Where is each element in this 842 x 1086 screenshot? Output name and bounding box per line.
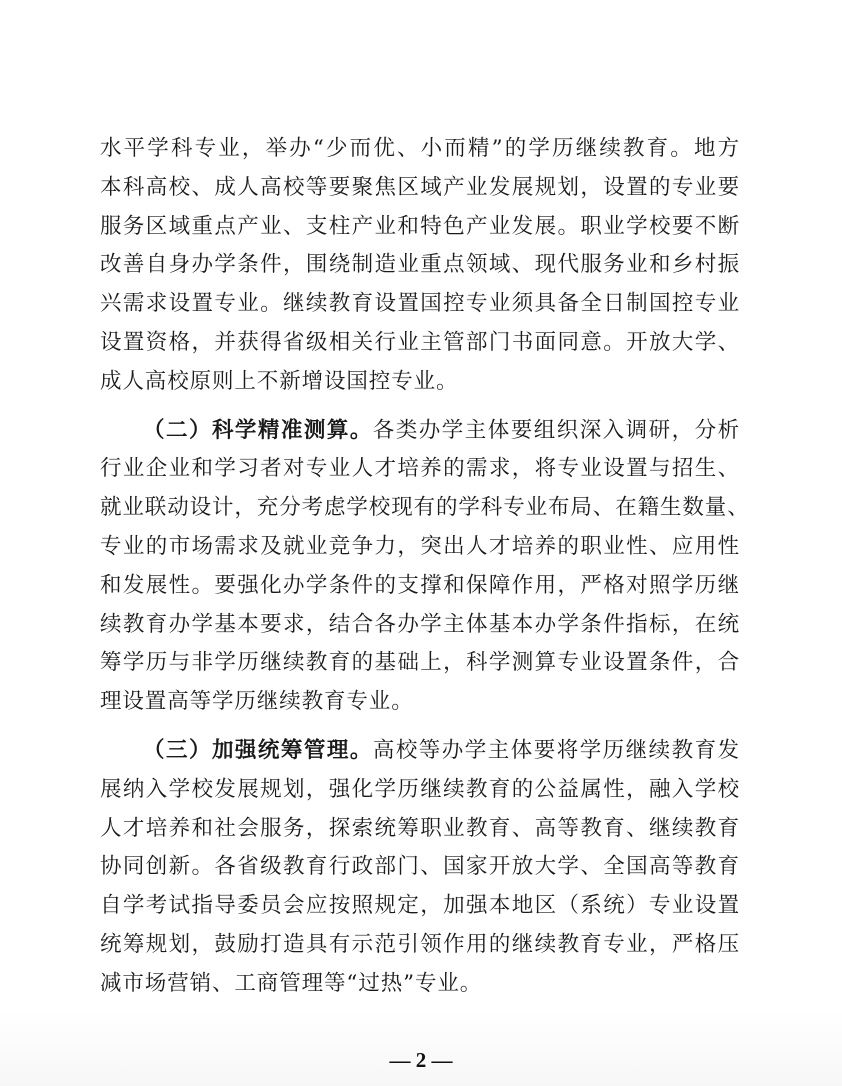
paragraph-first-line <box>100 412 740 451</box>
text-line: 统筹规划，鼓励打造具有示范引领作用的继续教育专业，严格压 <box>100 931 740 957</box>
text-line: 续教育办学基本要求，结合各办学主体基本办学条件指标，在统 <box>100 611 740 637</box>
text-line: 水平学科专业，举办“少而优、小而精”的学历继续教育。地方 <box>100 136 740 161</box>
text-line: 成人高校原则上不新增设国控专业。 <box>100 368 459 394</box>
text-line: 自学考试指导委员会应按照规定，加强本地区（系统）专业设置 <box>100 893 740 919</box>
paragraph-2 <box>100 412 750 722</box>
text-line: 协同创新。各省级教育行政部门、国家开放大学、全国高等教育 <box>100 854 740 880</box>
text-line: 筹学历与非学历继续教育的基础上，科学测算专业设置条件，合 <box>100 650 740 676</box>
paragraph-spacer <box>100 402 740 412</box>
section-heading-2: （二）科学精准测算。 <box>143 417 373 443</box>
text-line: 专业的市场需求及就业竞争力，突出人才培养的职业性、应用性 <box>100 533 740 559</box>
paragraph-1 <box>100 130 740 402</box>
text-line: 行业企业和学习者对专业人才培养的需求，将专业设置与招生、 <box>100 456 740 482</box>
paragraph-first-line <box>100 732 740 771</box>
text-line: 本科高校、成人高校等要聚焦区域产业发展规划，设置的专业要 <box>100 174 740 200</box>
text-line: 人才培养和社会服务，探索统筹职业教育、高等教育、继续教育 <box>100 815 740 841</box>
text-run: 各类办学主体要组织深入调研，分析 <box>372 417 740 443</box>
text-line: 兴需求设置专业。继续教育设置国控专业须具备全日制国控专业 <box>100 291 740 317</box>
section-heading-3: （三）加强统筹管理。 <box>143 737 373 763</box>
text-line: 设置资格，并获得省级相关行业主管部门书面同意。开放大学、 <box>100 329 740 355</box>
text-line: 改善自身办学条件，围绕制造业重点领域、现代服务业和乡村振 <box>100 252 740 278</box>
text-line: 就业联动设计，充分考虑学校现有的学科专业布局、在籍生数量、 <box>100 495 750 521</box>
paragraph-spacer <box>100 722 740 732</box>
text-run: 高校等办学主体要将学历继续教育发 <box>372 737 740 763</box>
text-line: 理设置高等学历继续教育专业。 <box>100 689 414 715</box>
text-line: 展纳入学校发展规划，强化学历继续教育的公益属性，融入学校 <box>100 776 740 802</box>
paragraph-3 <box>100 732 740 1004</box>
text-line: 和发展性。要强化办学条件的支撑和保障作用，严格对照学历继 <box>100 572 740 598</box>
text-line: 减市场营销、工商管理等“过热”专业。 <box>100 970 483 996</box>
page-number: — 2 — <box>389 1048 453 1072</box>
text-line: 服务区域重点产业、支柱产业和特色产业发展。职业学校要不断 <box>100 213 740 239</box>
document-body <box>100 130 750 1004</box>
